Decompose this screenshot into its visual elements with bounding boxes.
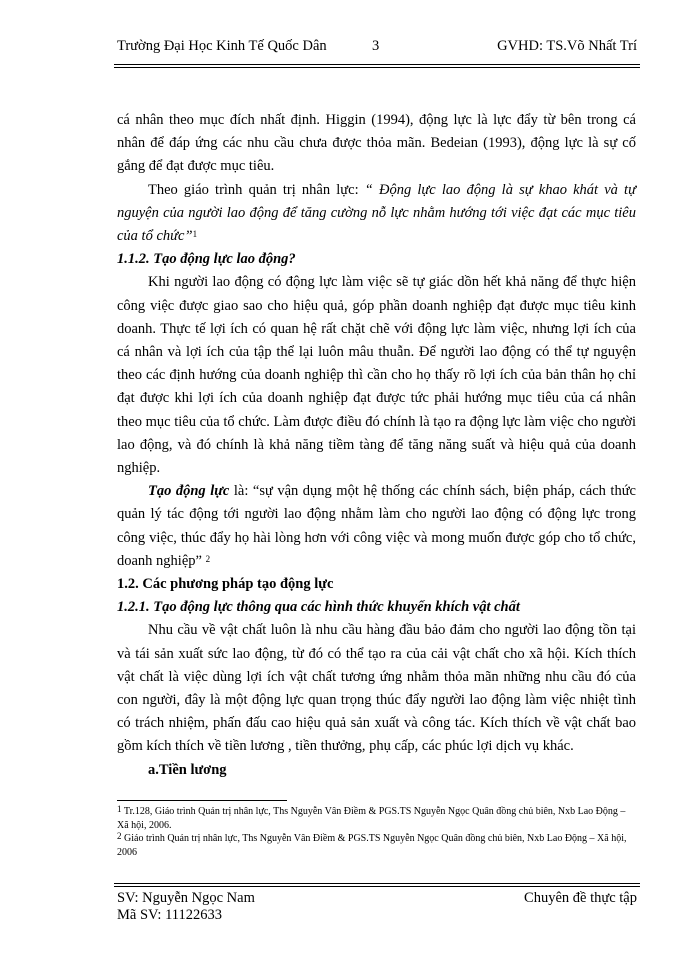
footer-student-name: SV: Nguyễn Ngọc Nam	[117, 890, 255, 906]
paragraph-4-text: là: “sự vận dụng một hệ thống các chính sách, biện pháp, cách thức quản lý tác động tới người lao động nhằm làm cho người lao động có động lực trong công việc, thúc đẩy họ hài lòng hơn với công việc và mong muốn được góp cho tổ chức, doanh nghiệp”	[117, 483, 636, 569]
paragraph-2-lead: Theo giáo trình quản trị nhân lực:	[148, 181, 365, 198]
motivation-definition-quote: “ Động lực lao động là sự khao khát và tự nguyện của người lao động để tăng cường nỗ lực nhằm hướng tới việc đạt các mục tiêu của tổ chức”	[117, 181, 636, 245]
header-rule	[114, 64, 640, 68]
paragraph-1: cá nhân theo mục đích nhất định. Higgin (1994), động lực là lực đẩy từ bên trong cá nhân để đáp ứng các nhu cầu chưa được thỏa mãn. Bedeian (1993), động lực là sự cố gắng để đạt được mục tiêu.	[117, 112, 636, 175]
footnote-ref-2: 2	[205, 553, 211, 564]
footer-rule	[114, 883, 640, 887]
paragraph-4	[117, 480, 636, 573]
section-heading-1-1-2: 1.1.2. Tạo động lực lao động?	[117, 251, 296, 268]
section-heading-1-2: 1.2. Các phương pháp tạo động lực	[117, 576, 334, 593]
subheading-a-tien-luong: a.Tiền lương	[148, 761, 227, 778]
paragraph-2	[117, 179, 636, 249]
header-school: Trường Đại Học Kinh Tế Quốc Dân	[117, 38, 327, 54]
footnote-1	[117, 805, 637, 832]
page-header	[117, 38, 637, 58]
paragraph-5: Nhu cầu về vật chất luôn là nhu cầu hàng đầu bảo đảm cho người lao động tồn tại và tái sản xuất sức lao động, từ đó có thể tạo ra của cải vật chất cho xã hội. Kích thích vật chất là việc dùng lợi ích vật chất tương ứng nhằm thỏa mãn những nhu cầu đó của con người, đây là một động lực quan trọng thúc đẩy người lao động làm việc nhiệt tình có trách nhiệm, phấn đấu cao hiệu quả sản xuất và công tác. Kích thích về vật chất bao gồm kích thích về tiền lương , tiền thưởng, phụ cấp, các phúc lợi dịch vụ khác.	[117, 622, 636, 755]
term-tao-dong-luc: Tạo động lực	[148, 483, 230, 500]
footnote-1-text: Tr.128, Giáo trình Quản trị nhân lực, Ths Nguyễn Vân Điềm & PGS.TS Nguyễn Ngọc Quân đồng chủ biên, Nxb Lao Động – Xã hội, 2006.	[117, 806, 626, 831]
footnote-1-number: 1	[117, 804, 122, 814]
footer-doc-type: Chuyên đề thực tập	[524, 890, 637, 906]
footer-student-info	[117, 890, 255, 924]
body-text	[117, 109, 636, 782]
header-advisor: GVHD: TS.Võ Nhất Trí	[497, 38, 637, 54]
footnote-2-number: 2	[117, 831, 122, 841]
footnote-2-text: Giáo trình Quản trị nhân lực, Ths Nguyễn Vân Điềm & PGS.TS Nguyễn Ngọc Quân đồng chủ biên, Nxb Lao Động – Xã hội, 2006	[117, 833, 627, 858]
paragraph-3: Khi người lao động có động lực làm việc sẽ tự giác dồn hết khả năng để thực hiện công việc được giao sao cho hiệu quả, góp phần doanh nghiệp đạt được mục tiêu kinh doanh. Thực tế lợi ích có quan hệ rất chặt chẽ với động lực làm việc, nhưng lợi ích của cá nhân và lợi ích của tập thể lại luôn mâu thuẫn. Để người lao động có thể tự nguyện theo các định hướng của doanh nghiệp thì cần cho họ thấy rõ lợi ích của bản thân họ chỉ đạt được khi lợi ích của doanh nghiệp đạt được tức phải hướng mục tiêu của cá nhân theo mục tiêu của tổ chức. Làm được điều đó chính là tạo ra động lực làm việc cho người lao động, và đó chính là khả năng tiềm tàng để tăng năng suất và hiệu quả của doanh nghiệp.	[117, 274, 636, 477]
footnote-2	[117, 832, 637, 859]
footnotes	[117, 805, 637, 859]
header-page-number: 3	[372, 38, 380, 54]
footnote-ref-1: 1	[192, 229, 198, 240]
section-heading-1-2-1: 1.2.1. Tạo động lực thông qua các hình thức khuyến khích vật chất	[117, 599, 520, 616]
footnote-separator	[117, 800, 287, 801]
footer-student-id: Mã SV: 11122633	[117, 907, 222, 923]
